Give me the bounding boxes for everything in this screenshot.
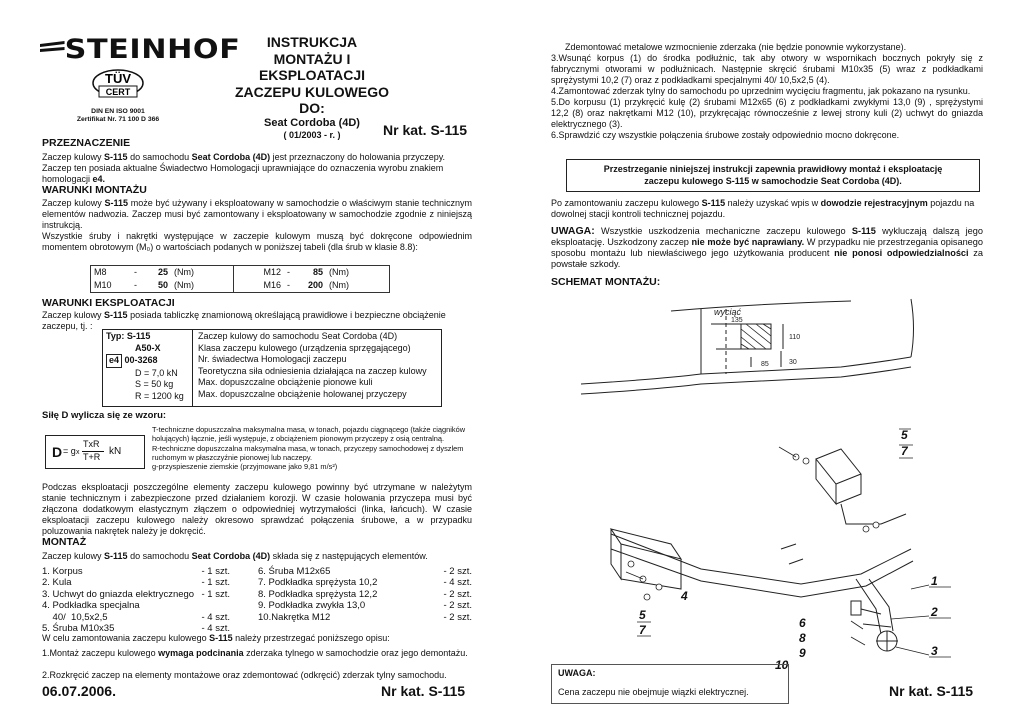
list-item: 4.Zamontować zderzak tylny do samochodu po uprzednim wycięciu fragmentu, jak pokazano na rysunku. [551,86,971,96]
assembly-instructions-intro: W celu zamontowania zaczepu kulowego S-115 należy przestrzegać poniższego opisu: [42,633,390,643]
damage-warning-text: UWAGA: Wszystkie uszkodzenia mechaniczne zaczepu kulowego S-115 wykluczają dalszą jego eksploatację. Uszkodzony zaczep nie może być naprawiany. W przypadku nie przestrzegania opisanego sposobu montażu lub niewłaściwego jego użytkowania producent nie ponosi odpowiedzialności za powstałe szkody. [551,225,984,269]
list-item: 5. Śruba M10x35 - 4 szt. [42,623,230,635]
callout-5-bottom: 5 [639,608,646,622]
title-block [222,34,402,140]
callout-3: 3 [931,644,938,658]
section-title-przeznaczenie: PRZEZNACZENIE [42,137,131,149]
torque-row: M10 - 50 (Nm) M16 - 200 (Nm) [94,279,350,290]
callout-1: 1 [931,574,938,588]
nameplate-values: Typ: S-115 A50-X e4 00-3268 D = 7,0 kN S = 50 kg R = 1200 kg [103,330,193,406]
dimension-label: 85 [761,361,769,368]
section-title-montaz: MONTAŻ [42,536,87,548]
svg-text:TÜV: TÜV [105,71,131,86]
list-item: 1. Korpus - 1 szt. 6. Śruba M12x65 - 2 szt. [42,566,472,577]
bumper-cutout-detail [581,299,914,394]
callout-8: 8 [799,631,806,645]
nameplate-spec-box [102,329,442,407]
tow-bar-body [611,449,913,651]
list-item: 3.Wsunąć korpus (1) do środka podłużnic, tak aby otwory w wspornikach bocznych pokryły się z fabrycznymi otworami w podłużnicach. Następnie skręcić śrubami M10x35 (5) wraz z podkładkami sprężystymi 10,2 (7) oraz z podkładkami specjalnymi 40/ 10,5x2,5 (4). [551,53,983,85]
formula-notes: T-techniczne dopuszczalna maksymalna masa, w tonach, pojazdu ciągnącego (także ciągników holujących) łącznie, jeśli występuje, z obciążeniem pionowym przyczepy z osią centralną. R-techniczne dopuszczalna maksymalna masa, w tonach, przyczepy samochodowej z dyszlem ruchomym w płaszczyźnie pionowej lub naczepy. g-przyspieszenie ziemskie (przyjmowane jako 9,81 m/s²) [152,425,466,472]
title-line-3: ZACZEPU KULOWEGO DO: [235,83,389,116]
list-item: Zdemontować metalowe wzmocnienie zderzaka (nie będzie ponownie wykorzystane). [565,42,907,52]
nameplate-descriptions: Zaczep kulowy do samochodu Seat Cordoba (4D) Klasa zaczepu kulowego (urządzenia sprzęgającego) Nr. świadectwa Homologacji zaczepu Teoretyczna siła odniesienia działająca na zaczep kulowy Max. dopuszczalne obciążenie pionowe kuli Max. dopuszczalne obciążenie holowanej przyczepy [198,331,427,399]
callout-7-bottom: 7 [639,623,646,637]
callout-7-top: 7 [901,444,908,458]
brand-name: STEINHOF [64,34,241,65]
list-item: 2. Kula - 1 szt. 7. Podkładka sprężysta 10,2 - 4 szt. [42,577,472,589]
compliance-notice-box: Przestrzeganie niniejszej instrukcji zapewnia prawidłowy montaż i eksploatację zaczepu kulowego S-115 w samochodzie Seat Cordoba (4D). [566,159,980,192]
catalog-number-top: Nr kat. S-115 [383,122,468,138]
list-item: 40/ 10,5x2,5 - 4 szt. 10.Nakrętka M12 - 2 szt. [42,611,472,623]
warunki-eksploatacji-intro: Zaczep kulowy S-115 posiada tabliczkę znamionową określającą prawidłowe i bezpieczne obciążenie zaczepu, tj. : [42,310,446,331]
callout-5-top: 5 [901,428,908,442]
callout-9: 9 [799,646,806,660]
cut-label: wyciąć [714,307,742,317]
dimension-label: 30 [789,359,797,366]
section-title-warunki-montazu: WARUNKI MONTAŻU [42,184,147,196]
list-item: 5.Do korpusu (1) przykręcić kulę (2) śrubami M12x65 (6) z podkładkami zwykłymi 13,0 (9) , sprężystymi 12,2 (8) oraz nakrętkami M12 (10), przykręcając równocześnie z lewej strony kuli (2) uchwyt do gniazda elektrycznego (3). [551,97,983,129]
tuv-cert-logo [91,67,145,107]
list-item: 6.Sprawdzić czy wszystkie połączenia śrubowe zostały odpowiednio mocno dokręcone. [551,130,900,140]
callout-6: 6 [799,616,806,630]
title-line-1: INSTRUKCJA [266,34,358,50]
cert-number: Zertifikat Nr. 71 100 D 366 [76,116,160,123]
assembly-step-2: 2.Rozkręcić zaczep na elementy montażowe oraz zdemontować (odkręcić) zderzak tylny samochodu. [42,670,447,680]
swoosh-icon [40,38,65,56]
montaz-intro: Zaczep kulowy S-115 do samochodu Seat Cordoba (4D) składa się z następujących elementów. [42,551,428,561]
section-title-schemat: SCHEMAT MONTAŻU: [551,276,661,288]
list-item: 3. Uchwyt do gniazda elektrycznego - 1 szt. 8. Podkładka sprężysta 12,2 - 2 szt. [42,588,472,600]
catalog-number-bottom-right: Nr kat. S-115 [889,683,974,699]
svg-text:CERT: CERT [105,87,131,97]
dimension-label: 110 [789,334,801,341]
parts-list [42,566,472,634]
warunki-montazu-text: Zaczep kulowy S-115 może być używany i eksploatowany w samochodzie o właściwym stanie technicznym elementów nadwozia. Zaczep musi być zamontowany i eksploatowany w samochodzie zgodnie z niniejszą instrukcją. Wszystkie śruby i nakrętki występujące w zaczepie kulowym muszą być dokręcone odpowiednim momentem obrotowym (M₀) o wartościach podanych w poniższej tabeli (dla śrub w klasie 8.8): [42,198,473,252]
title-line-2: MONTAŻU I EKSPLOATACJI [258,50,366,83]
callout-4: 4 [681,589,688,603]
force-formula-label: Siłę D wylicza się ze wzoru: [42,410,167,421]
callout-2: 2 [931,605,938,619]
assembly-step-1: 1.Montaż zaczepu kulowego wymaga podcinania zderzaka tylnego w samochodzie oraz jego demontażu. [42,648,468,658]
production-date-range: ( 01/2003 - r. ) [283,129,341,140]
document-date: 06.07.2006. [42,683,116,699]
section-title-warunki-eksploatacji: WARUNKI EKSPLOATACJI [42,297,175,309]
torque-row: M8 - 25 (Nm) M12 - 85 (Nm) [94,267,350,277]
list-item: 4. Podkładka specjalna 9. Podkładka zwykła 13,0 - 2 szt. [42,600,472,612]
harness-note-box: UWAGA: Cena zaczepu nie obejmuje wiązki elektrycznej. [551,664,789,704]
catalog-number-bottom-left: Nr kat. S-115 [381,683,466,699]
force-formula-box: D = g x TxR T+R kN [45,435,145,469]
maintenance-text: Podczas eksploatacji poszczególne elementy zaczepu kulowego powinny być utrzymane w należytym stanie technicznym i zabezpieczone przed działaniem korozji. W czasie holowania przyczepa musi być złączona dodatkowym elastycznym złączem o odpowiedniej wytrzymałości (linka, łańcuch). W czasie eksploatacji zaczepu kulowego należy okresowo sprawdzać połączenia śrubowe, a w przypadku poluzowania nakrętek należy je dokręcić. [42,482,472,536]
tuv-cert-icon [91,67,145,107]
din-label: DIN EN ISO 9001 [91,108,145,115]
vehicle-model: Seat Cordoba (4D) [264,116,360,129]
assembly-diagram [551,289,991,679]
steinhof-logo [40,34,240,67]
callout-10: 10 [775,658,789,672]
registration-text: Po zamontowaniu zaczepu kulowego S-115 należy uzyskać wpis w dowodzie rejestracyjnym pojazdu na dowolnej stacji kontroli technicznej pojazdu. [551,198,975,219]
przeznaczenie-text: Zaczep kulowy S-115 do samochodu Seat Cordoba (4D) jest przeznaczony do holowania przyczepy. Zaczep ten posiada aktualne Świadectwo Homologacji uprawniające do oznaczenia wyrobu znakiem homologacji e4. [42,152,446,184]
dimension-label: 135 [731,317,743,324]
assembly-steps-continued [551,42,983,141]
homologation-mark: e4 [106,354,122,368]
torque-table [90,265,390,293]
